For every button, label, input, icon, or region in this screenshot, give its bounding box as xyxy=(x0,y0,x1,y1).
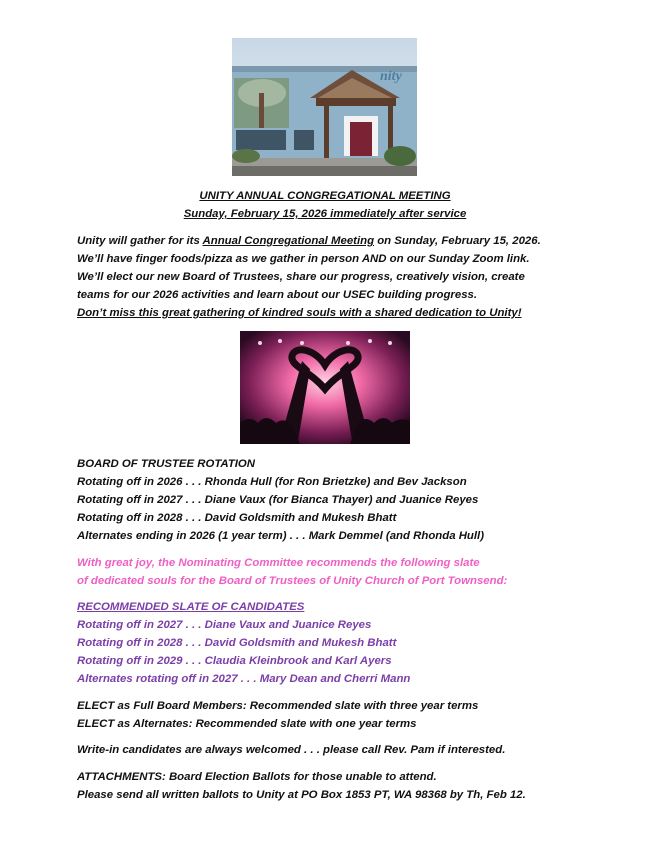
rotation-heading: BOARD OF TRUSTEE ROTATION xyxy=(77,458,256,470)
church-building-photo xyxy=(232,38,417,176)
intro-line-2: We’ll have finger foods/pizza as we gather in person AND on our Sunday Zoom link. xyxy=(77,253,530,265)
intro-line-1 xyxy=(77,235,541,247)
rotation-item: Alternates ending in 2026 (1 year term) . . . Mark Demmel (and Rhonda Hull) xyxy=(77,530,484,542)
attachments-line-1: ATTACHMENTS: Board Election Ballots for those unable to attend. xyxy=(77,771,437,783)
slate-heading: RECOMMENDED SLATE OF CANDIDATES xyxy=(77,601,305,613)
rotation-item: Rotating off in 2027 . . . Diane Vaux (for Bianca Thayer) and Juanice Reyes xyxy=(77,494,479,506)
annual-meeting-link: Annual Congregational Meeting xyxy=(202,235,375,247)
intro-line-4: teams for our 2026 activities and learn about our USEC building progress. xyxy=(77,289,478,301)
elect-line-1: ELECT as Full Board Members: Recommended slate with three year terms xyxy=(77,700,479,712)
slate-item: Rotating off in 2027 . . . Diane Vaux and Juanice Reyes xyxy=(77,619,372,631)
heart-hands-concert-photo xyxy=(240,331,410,444)
elect-line-2: ELECT as Alternates: Recommended slate with one year terms xyxy=(77,718,417,730)
rotation-item: Rotating off in 2028 . . . David Goldsmith and Mukesh Bhatt xyxy=(77,512,397,524)
intro-line-1-pre: Unity will gather for its xyxy=(77,235,203,247)
intro-line-1-post: on Sunday, February 15, 2026. xyxy=(374,235,541,247)
nominating-line-2: of dedicated souls for the Board of Trustees of Unity Church of Port Townsend: xyxy=(77,575,508,587)
writein-line: Write-in candidates are always welcomed . . . please call Rev. Pam if interested. xyxy=(77,744,506,756)
intro-line-5: Don’t miss this great gathering of kindred souls with a shared dedication to Unity! xyxy=(77,307,522,319)
meeting-subtitle: Sunday, February 15, 2026 immediately after service xyxy=(183,208,467,220)
nominating-line-1: With great joy, the Nominating Committee recommends the following slate xyxy=(77,557,480,569)
intro-line-3: We’ll elect our new Board of Trustees, share our progress, creatively vision, create xyxy=(77,271,525,283)
church-sign-text: nity xyxy=(380,69,402,84)
slate-item: Alternates rotating off in 2027 . . . Mary Dean and Cherri Mann xyxy=(77,673,411,685)
rotation-item: Rotating off in 2026 . . . Rhonda Hull (for Ron Brietzke) and Bev Jackson xyxy=(77,476,467,488)
slate-item: Rotating off in 2029 . . . Claudia Kleinbrook and Karl Ayers xyxy=(77,655,392,667)
attachments-line-2: Please send all written ballots to Unity at PO Box 1853 PT, WA 98368 by Th, Feb 12. xyxy=(77,789,526,801)
slate-item: Rotating off in 2028 . . . David Goldsmith and Mukesh Bhatt xyxy=(77,637,397,649)
meeting-title: UNITY ANNUAL CONGREGATIONAL MEETING xyxy=(199,190,451,202)
